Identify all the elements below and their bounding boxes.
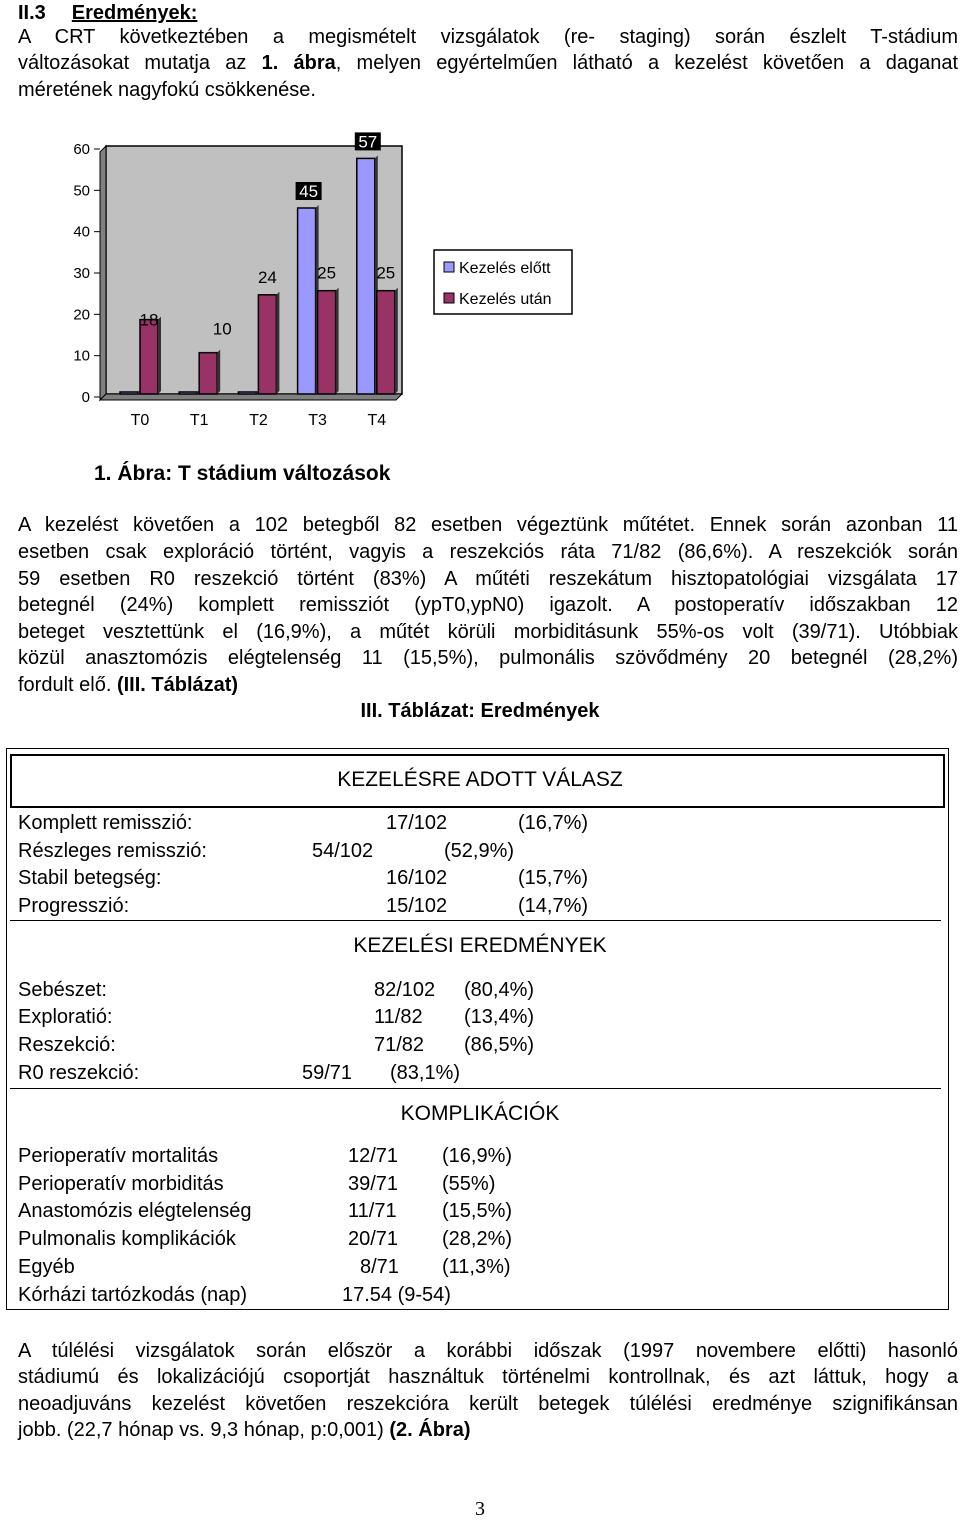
data-label: 10 bbox=[212, 319, 232, 339]
row-label: Sebészet: bbox=[18, 979, 107, 1001]
row-percent: (14,7%) bbox=[518, 895, 589, 917]
row-value: 11/82 bbox=[374, 1006, 423, 1028]
y-tick-label: 20 bbox=[73, 306, 90, 324]
row-label: Stabil betegség: bbox=[18, 867, 162, 889]
legend-label: Kezelés előtt bbox=[459, 260, 551, 277]
y-tick-label: 30 bbox=[73, 265, 90, 282]
para2-line: neoadjuváns kezelést követően reszekcióra került betegek túlélési eredménye szignifikánsan bbox=[18, 1393, 958, 1415]
section-number: II.3 bbox=[18, 2, 46, 24]
row-percent: (16,7%) bbox=[518, 812, 589, 834]
para1-line: beteget vesztettünk el (16,9%), a műtét körüli morbiditásunk 55%-os volt (39/71). Utóbbiak bbox=[18, 621, 958, 643]
row-label: Reszekció: bbox=[18, 1034, 116, 1056]
intro-text: változásokat mutatja az bbox=[18, 52, 262, 74]
row-value: 20/71 bbox=[348, 1228, 399, 1250]
data-label: 25 bbox=[376, 263, 396, 283]
bar-after bbox=[140, 320, 158, 394]
row-value: 17/102 bbox=[386, 812, 448, 834]
row-percent: (16,9%) bbox=[442, 1145, 513, 1167]
para1-line: betegnél (24%) komplett remissziót (ypT0,ypN0) igazolt. A postoperatív időszakban 12 bbox=[18, 594, 958, 616]
x-tick-label: T3 bbox=[308, 412, 327, 429]
bar-after bbox=[377, 291, 395, 394]
bar-before bbox=[120, 392, 138, 394]
plot-side-wall bbox=[100, 146, 106, 400]
row-label: Exploratió: bbox=[18, 1006, 113, 1028]
bar-after bbox=[318, 291, 336, 394]
row-value: 59/71 bbox=[302, 1062, 353, 1084]
para2-text: jobb. (22,7 hónap vs. 9,3 hónap, p:0,001) bbox=[18, 1419, 390, 1441]
row-percent: (52,9%) bbox=[444, 840, 515, 862]
row-percent: (15,7%) bbox=[518, 867, 589, 889]
para1-text: fordult elő. bbox=[18, 674, 117, 696]
row-value: 8/71 bbox=[360, 1256, 399, 1278]
row-percent: (80,4%) bbox=[464, 979, 535, 1001]
row-value: 16/102 bbox=[386, 867, 448, 889]
intro-line-1: A CRT következtében a megismételt vizsgálatok (re- staging) során észlelt T-stádium bbox=[18, 26, 958, 48]
x-tick-label: T1 bbox=[189, 412, 209, 429]
figure-ref: 1. ábra bbox=[261, 52, 336, 74]
bar-depth bbox=[217, 350, 220, 394]
y-tick-label: 50 bbox=[73, 182, 90, 200]
plot-floor bbox=[100, 394, 402, 400]
row-percent: (83,1%) bbox=[390, 1062, 461, 1084]
figure-caption: 1. Ábra: T stádium változások bbox=[94, 462, 391, 485]
bar-before bbox=[357, 158, 375, 394]
intro-text: , melyen egyértelműen látható a kezelést követően a daganat bbox=[335, 52, 958, 74]
row-percent: (11,3%) bbox=[442, 1256, 511, 1278]
intro-line-2 bbox=[18, 50, 958, 76]
table-heading-response: KEZELÉSRE ADOTT VÁLASZ bbox=[337, 768, 623, 791]
row-value: 71/82 bbox=[374, 1034, 425, 1056]
bar-after bbox=[258, 295, 276, 394]
y-tick-label: 0 bbox=[81, 389, 90, 406]
row-percent: (28,2%) bbox=[442, 1228, 513, 1250]
bar-before bbox=[298, 208, 316, 394]
row-value: 11/71 bbox=[348, 1200, 397, 1222]
para2-line-last bbox=[18, 1417, 958, 1443]
row-label: Perioperatív mortalitás bbox=[18, 1145, 219, 1167]
row-label: Pulmonalis komplikációk bbox=[18, 1228, 236, 1250]
intro-line-3: méretének nagyfokú csökkenése. bbox=[18, 79, 316, 101]
row-label: Progresszió: bbox=[18, 895, 130, 917]
legend-swatch bbox=[444, 293, 454, 303]
section-header bbox=[18, 0, 958, 26]
x-tick-label: T0 bbox=[130, 412, 150, 429]
para1-line: A kezelést követően a 102 betegből 82 esetben végeztünk műtétet. Ennek során azonban 11 bbox=[18, 514, 958, 536]
bar-depth bbox=[395, 288, 398, 394]
section-title: Eredmények: bbox=[71, 2, 198, 24]
para1-line: 59 esetben R0 reszekció történt (83%) A műtéti reszekátum hisztopatológiai vizsgálata 17 bbox=[18, 568, 958, 590]
t-stage-chart bbox=[0, 128, 600, 438]
x-tick-label: T4 bbox=[367, 412, 387, 429]
y-tick-label: 10 bbox=[73, 347, 90, 365]
y-tick-label: 60 bbox=[73, 141, 90, 158]
bar-before bbox=[179, 392, 197, 394]
row-value: 12/71 bbox=[348, 1145, 399, 1167]
row-label: Kórházi tartózkodás (nap) bbox=[18, 1284, 248, 1306]
row-label: Részleges remisszió: bbox=[18, 840, 207, 862]
legend-swatch bbox=[444, 262, 454, 272]
data-label: 57 bbox=[358, 132, 378, 152]
data-label: 24 bbox=[257, 267, 277, 287]
row-label: R0 reszekció: bbox=[18, 1062, 140, 1084]
bar-before bbox=[238, 392, 256, 394]
table-heading-complications: KOMPLIKÁCIÓK bbox=[400, 1102, 560, 1125]
x-tick-label: T2 bbox=[249, 412, 268, 429]
table-divider bbox=[10, 920, 941, 921]
para2-line: stádiumú és lokalizációjú csoportját használtuk történelmi kontrollnak, és azt láttuk, hogy a bbox=[18, 1366, 958, 1388]
row-value: 54/102 bbox=[312, 840, 374, 862]
row-percent: (55%) bbox=[442, 1173, 496, 1195]
para1-line: esetben csak exploráció történt, vagyis a reszekciós ráta 71/82 (86,6%). A reszekciók során bbox=[18, 541, 958, 563]
row-value: 82/102 bbox=[374, 979, 436, 1001]
row-label: Komplett remisszió: bbox=[18, 812, 193, 834]
data-label: 25 bbox=[317, 263, 337, 283]
row-percent: (86,5%) bbox=[464, 1034, 535, 1056]
legend-label: Kezelés után bbox=[459, 291, 552, 308]
table-divider bbox=[10, 1088, 941, 1089]
para1-line: közül anasztomózis elégtelenség 11 (15,5%), pulmonális szövődmény 20 betegnél (28,2%) bbox=[18, 647, 958, 669]
row-value: 15/102 bbox=[386, 895, 448, 917]
page-number: 3 bbox=[475, 1498, 485, 1520]
row-value: 39/71 bbox=[348, 1173, 399, 1195]
data-label: 45 bbox=[299, 182, 319, 201]
bar-depth bbox=[276, 292, 279, 394]
row-label: Perioperatív morbiditás bbox=[18, 1173, 224, 1195]
row-label: Anastomózis elégtelenség bbox=[18, 1200, 252, 1222]
para2-line: A túlélési vizsgálatok során először a korábbi időszak (1997 novembere előtti) hasonló bbox=[18, 1340, 958, 1362]
row-percent: (13,4%) bbox=[464, 1006, 535, 1028]
figure-ref: (2. Ábra) bbox=[389, 1419, 471, 1441]
row-percent: (15,5%) bbox=[442, 1200, 513, 1222]
bar-depth bbox=[336, 288, 339, 394]
y-tick-label: 40 bbox=[73, 223, 90, 241]
table-title: III. Táblázat: Eredmények bbox=[360, 700, 600, 722]
data-label: 18 bbox=[139, 310, 159, 330]
bar-after bbox=[199, 353, 217, 394]
row-value: 17.54 (9-54) bbox=[342, 1284, 451, 1306]
row-label: Egyéb bbox=[18, 1256, 75, 1278]
para1-line-last bbox=[18, 672, 958, 698]
table-ref: (III. Táblázat) bbox=[116, 674, 239, 696]
table-heading-results: KEZELÉSI EREDMÉNYEK bbox=[353, 934, 607, 957]
